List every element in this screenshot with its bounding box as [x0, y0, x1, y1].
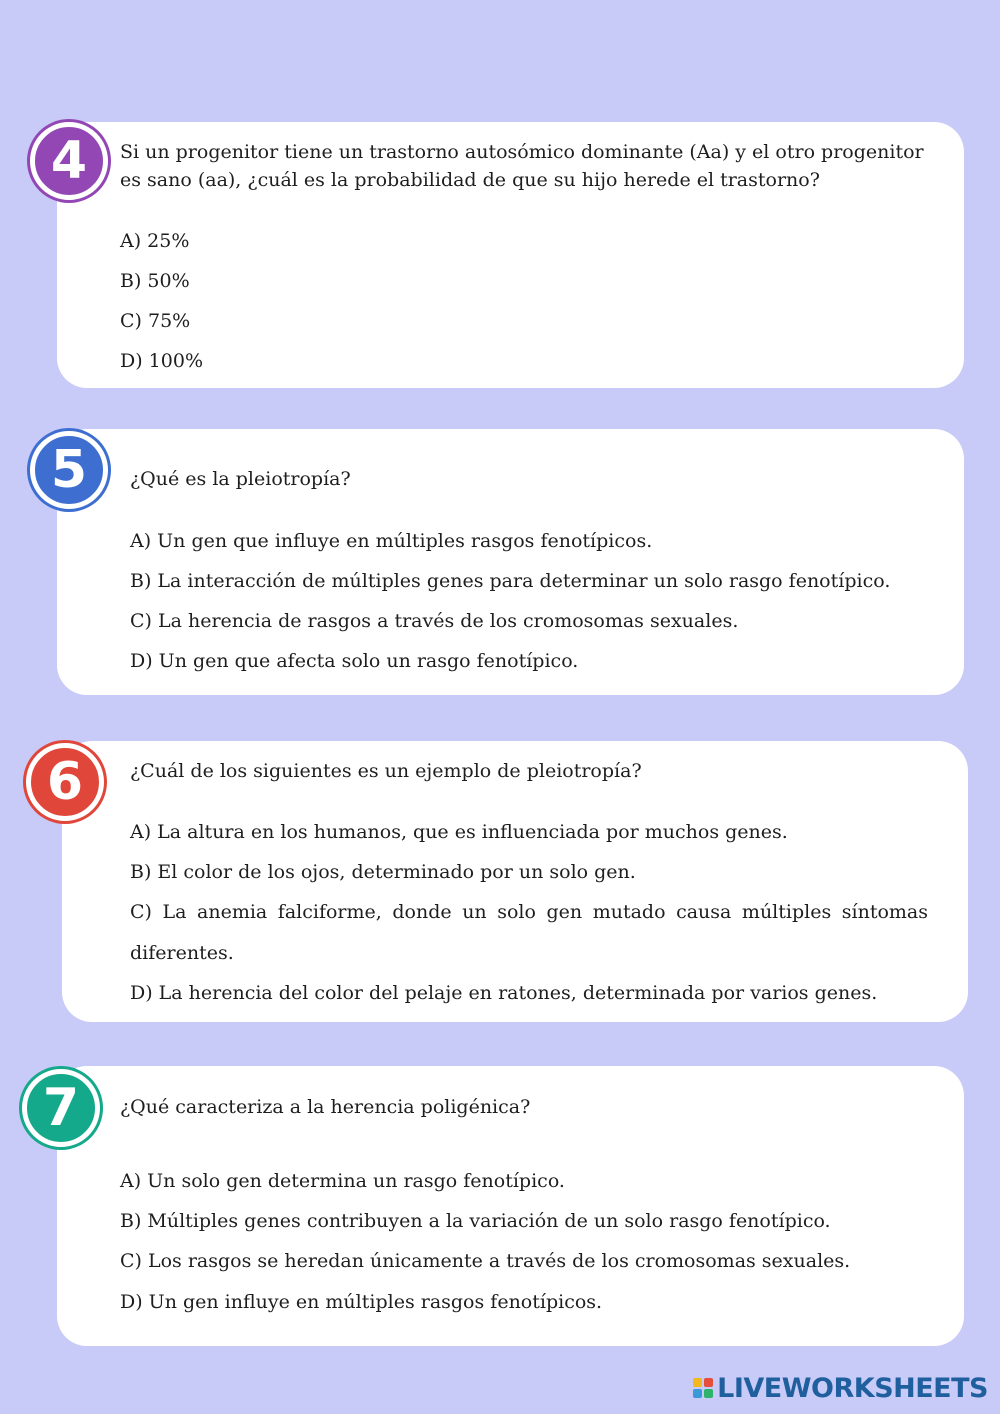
liveworksheets-logo-mark-icon	[693, 1378, 713, 1398]
option-5-d[interactable]: D) Un gen que afecta solo un rasgo fenotípico.	[130, 650, 579, 672]
question-number-badge-5: 5	[30, 431, 108, 509]
option-5-c[interactable]: C) La herencia de rasgos a través de los cromosomas sexuales.	[130, 610, 739, 632]
question-text-5: ¿Qué es la pleiotropía?	[130, 468, 351, 490]
option-7-a[interactable]: A) Un solo gen determina un rasgo fenotípico.	[120, 1170, 565, 1192]
option-6-b[interactable]: B) El color de los ojos, determinado por un solo gen.	[130, 861, 636, 883]
option-4-d[interactable]: D) 100%	[120, 350, 204, 372]
option-6-a[interactable]: A) La altura en los humanos, que es influenciada por muchos genes.	[130, 821, 788, 843]
option-4-b[interactable]: B) 50%	[120, 270, 190, 292]
option-4-a[interactable]: A) 25%	[120, 230, 190, 252]
question-text-4: Si un progenitor tiene un trastorno autosómico dominante (Aa) y el otro progenitor es sano (aa), ¿cuál es la probabilidad de que su hijo herede el trastorno?	[120, 141, 924, 191]
option-7-c[interactable]: C) Los rasgos se heredan únicamente a través de los cromosomas sexuales.	[120, 1250, 851, 1272]
question-number-badge-6: 6	[26, 743, 104, 821]
question-number-badge-7: 7	[22, 1069, 100, 1147]
option-6-c-continuation[interactable]: diferentes.	[130, 942, 234, 964]
option-5-a[interactable]: A) Un gen que influye en múltiples rasgos fenotípicos.	[130, 530, 653, 552]
option-5-b[interactable]: B) La interacción de múltiples genes para determinar un solo rasgo fenotípico.	[130, 570, 891, 592]
option-4-c[interactable]: C) 75%	[120, 310, 191, 332]
question-text-6: ¿Cuál de los siguientes es un ejemplo de pleiotropía?	[130, 760, 642, 782]
option-6-d[interactable]: D) La herencia del color del pelaje en ratones, determinada por varios genes.	[130, 982, 878, 1004]
option-6-c[interactable]: C) La anemia falciforme, donde un solo gen mutado causa múltiples síntomas	[130, 901, 928, 923]
liveworksheets-logo[interactable]	[693, 1370, 988, 1406]
option-7-b[interactable]: B) Múltiples genes contribuyen a la variación de un solo rasgo fenotípico.	[120, 1210, 831, 1232]
question-number-badge-4: 4	[30, 122, 108, 200]
option-7-d[interactable]: D) Un gen influye en múltiples rasgos fenotípicos.	[120, 1291, 603, 1313]
question-text-7: ¿Qué caracteriza a la herencia poligénica?	[120, 1096, 531, 1118]
liveworksheets-logo-text: LIVEWORKSHEETS	[717, 1372, 988, 1404]
